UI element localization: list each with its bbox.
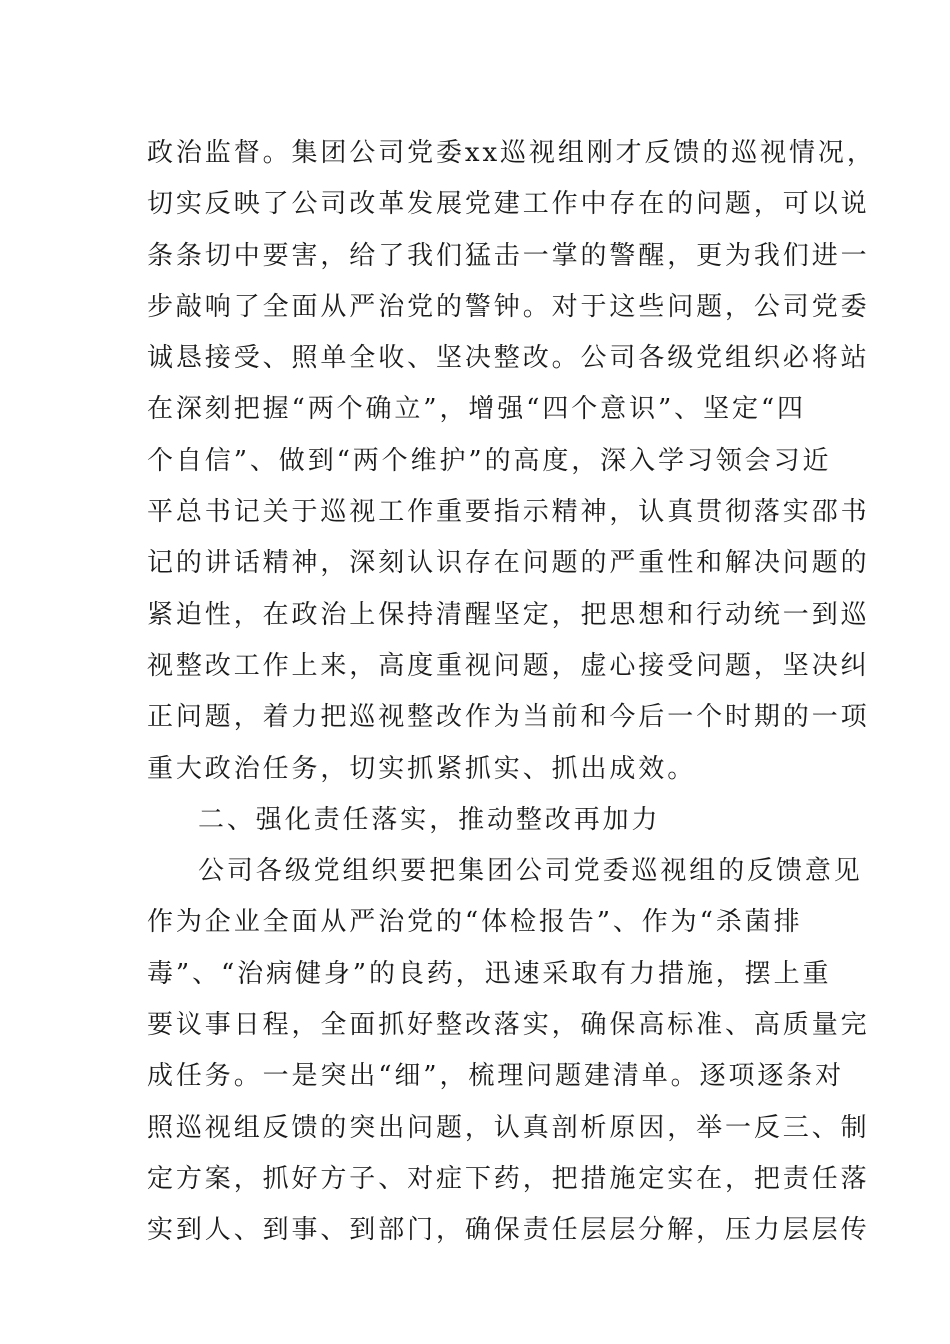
text-line: 要议事日程，全面抓好整改落实，确保高标准、高质量完: [147, 1010, 870, 1041]
text-line: 成任务。一是突出“细”，梳理问题建清单。逐项逐条对: [147, 1061, 845, 1092]
text-line: 实到人、到事、到部门，确保责任层层分解，压力层层传: [147, 1215, 870, 1246]
text-line: 在深刻把握“两个确立”，增强“四个意识”、坚定“四: [147, 394, 806, 425]
text-line: 毒”、“治病健身”的良药，迅速采取有力措施，摆上重: [147, 958, 832, 989]
text-line: 重大政治任务，切实抓紧抓实、抓出成效。: [147, 753, 697, 784]
section-heading: 二、强化责任落实，推动整改再加力: [198, 804, 661, 835]
text-line: 作为企业全面从严治党的“体检报告”、作为“杀菌排: [147, 907, 803, 938]
paragraph-first-line: 公司各级党组织要把集团公司党委巡视组的反馈意见: [198, 856, 863, 887]
text-line: 照巡视组反馈的突出问题，认真剖析原因，举一反三、制: [147, 1112, 870, 1143]
text-line: 政治监督。集团公司党委xx巡视组刚才反馈的巡视情况，: [147, 138, 876, 168]
text-line: 切实反映了公司改革发展党建工作中存在的问题，可以说: [147, 189, 870, 220]
text-line: 视整改工作上来，高度重视问题，虚心接受问题，坚决纠: [147, 650, 870, 681]
text-line: 正问题，着力把巡视整改作为当前和今后一个时期的一项: [147, 702, 870, 733]
text-line: 记的讲话精神，深刻认识存在问题的严重性和解决问题的: [147, 548, 870, 579]
text-line: 条条切中要害，给了我们猛击一掌的警醒，更为我们进一: [147, 240, 870, 271]
text-line: 步敲响了全面从严治党的警钟。对于这些问题，公司党委: [147, 291, 870, 322]
text-line: 平总书记关于巡视工作重要指示精神，认真贯彻落实邵书: [147, 497, 870, 528]
text-line: 个自信”、做到“两个维护”的高度，深入学习领会习近: [147, 445, 832, 476]
text-line: 紧迫性，在政治上保持清醒坚定，把思想和行动统一到巡: [147, 599, 870, 630]
body-text: [147, 128, 876, 1257]
text-line: 定方案，抓好方子、对症下药，把措施定实在，把责任落: [147, 1163, 870, 1194]
text-line: 诚恳接受、照单全收、坚决整改。公司各级党组织必将站: [147, 343, 870, 374]
